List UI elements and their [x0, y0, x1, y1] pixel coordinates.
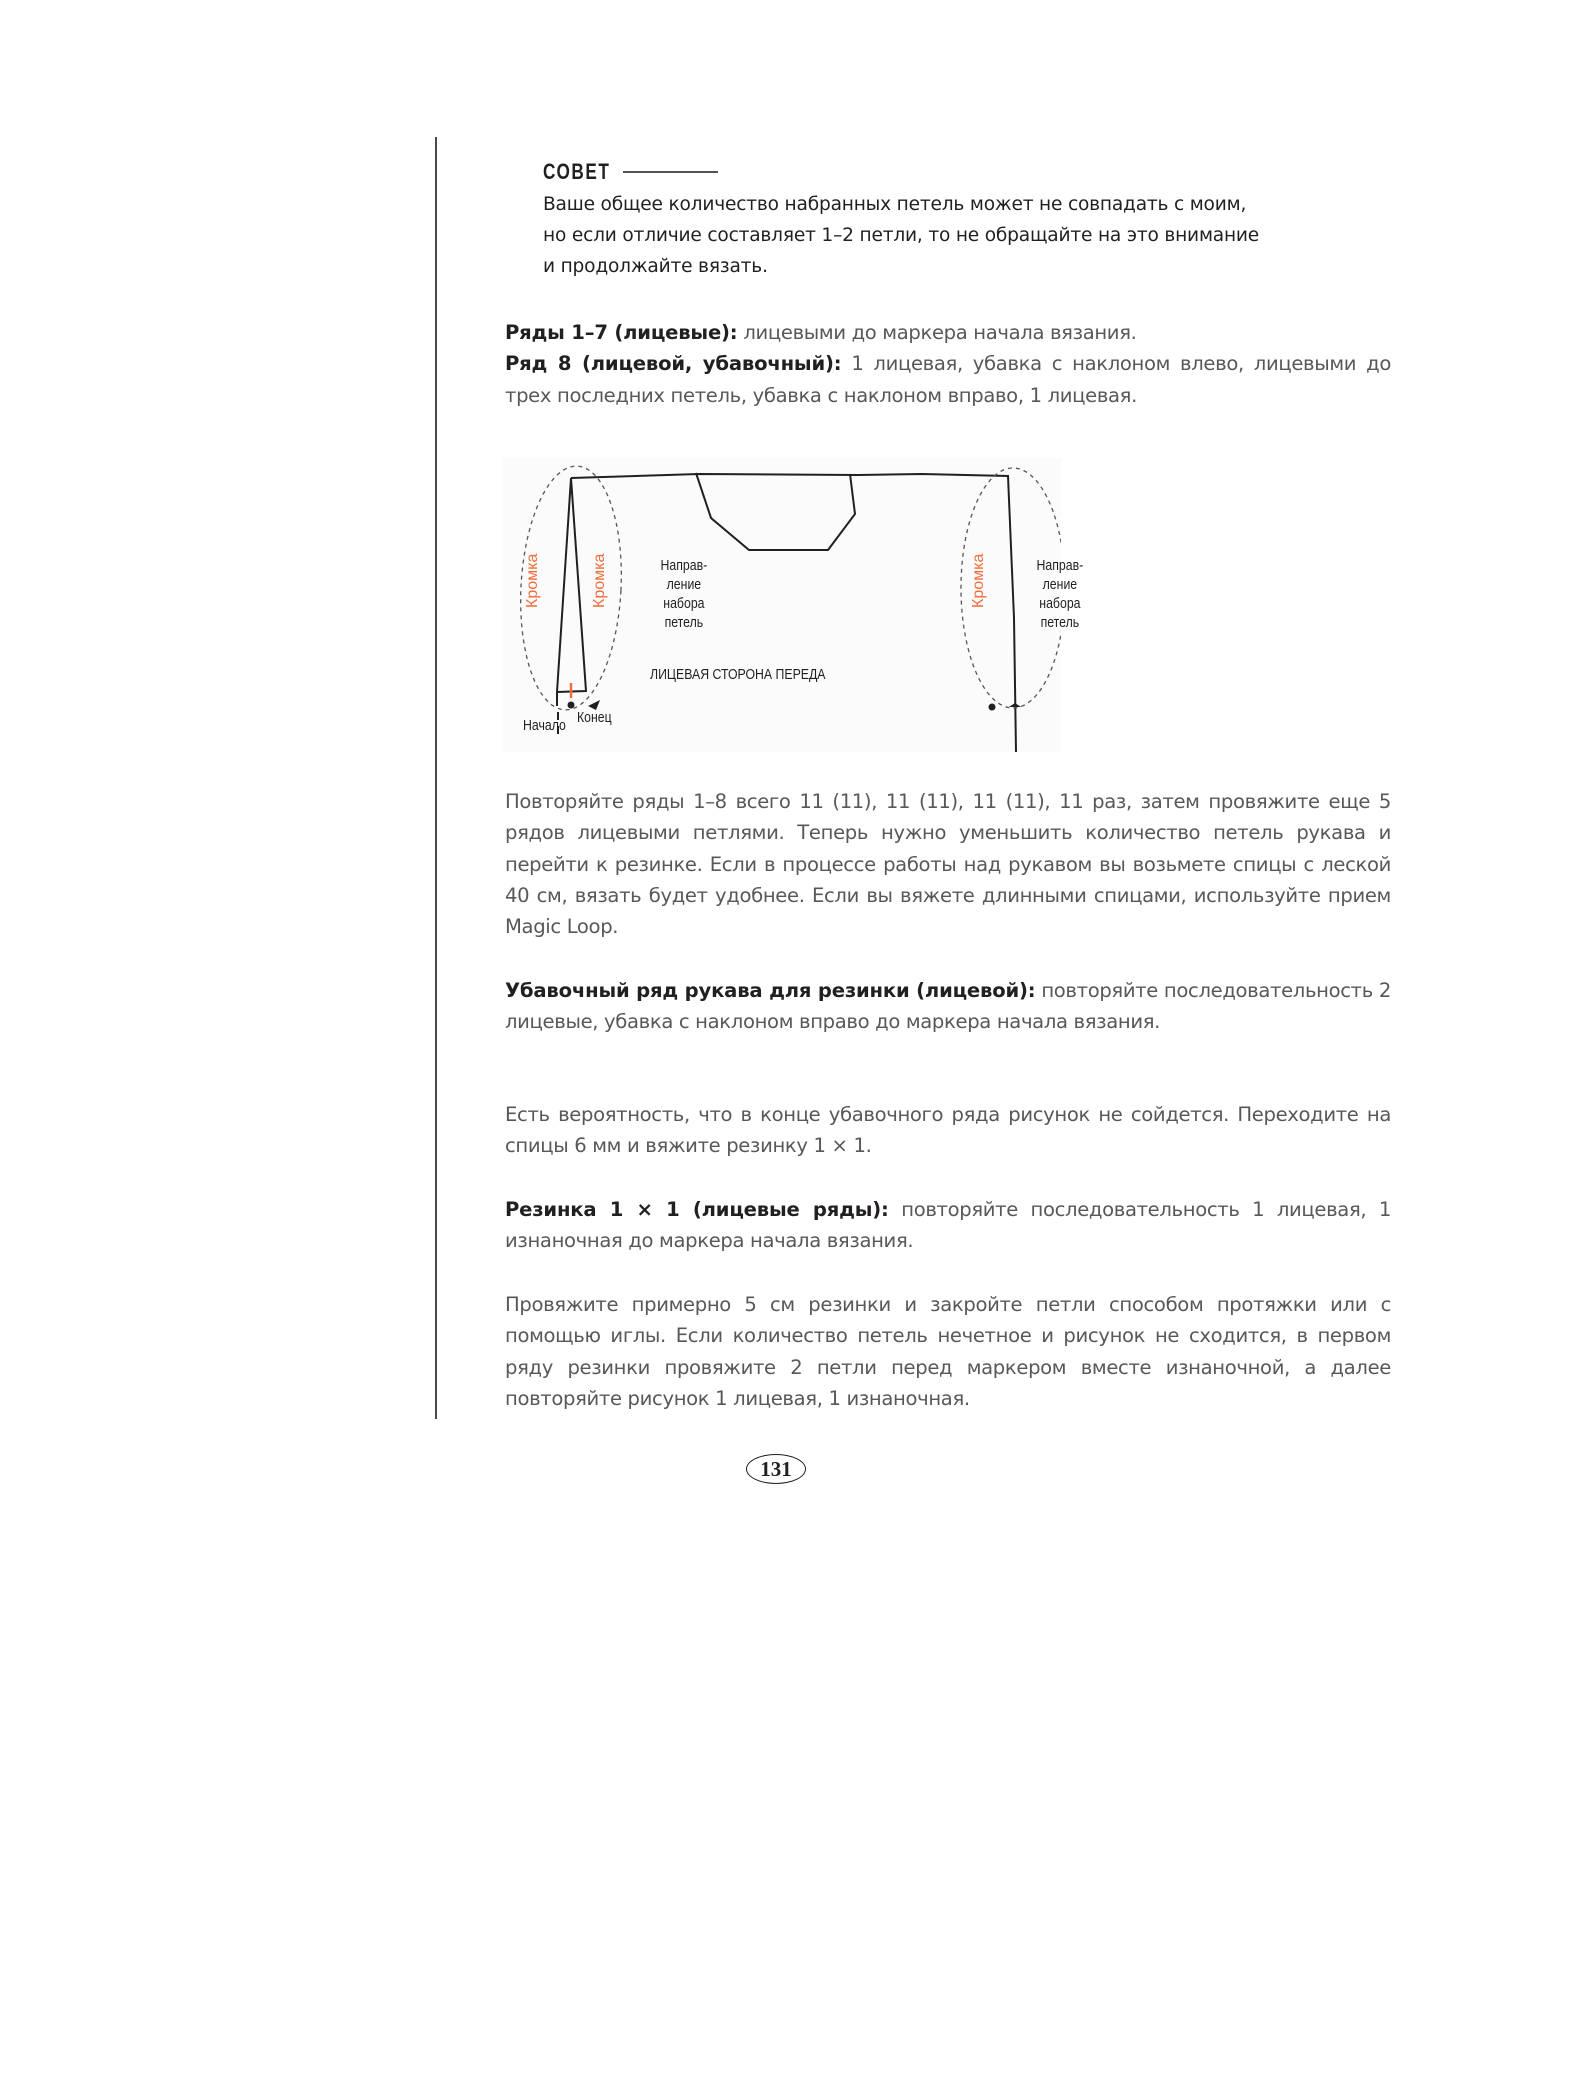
tip-text [543, 189, 1403, 282]
start-label: Начало [523, 717, 566, 734]
tip-title-rule [623, 171, 718, 172]
sweater-diagram [503, 458, 1084, 752]
end-label: Конец [577, 709, 612, 726]
row-label: Ряды 1–7 (лицевые): [505, 321, 738, 344]
front-side-label: ЛИЦЕВАЯ СТОРОНА ПЕРЕДА [650, 666, 826, 683]
label-line: ление [1042, 576, 1078, 593]
label-line: петель [664, 614, 704, 631]
tip-line: Ваше общее количество набранных петель может не совпадать с моим, [543, 194, 1247, 215]
label-line: набора [1039, 595, 1081, 612]
row-label: Ряд 8 (лицевой, убавочный): [505, 352, 842, 376]
edge-label-right: Кромка [970, 553, 987, 608]
label-line: набора [663, 595, 705, 612]
page-number: 131 [746, 1454, 806, 1484]
tip-title: СОВЕТ [543, 159, 611, 184]
row-1-7 [505, 317, 1391, 348]
repeat-paragraph: Повторяйте ряды 1–8 всего 11 (11), 11 (11), 11 (11), 11 раз, затем провяжите еще 5 рядов лицевыми петлями. Теперь нужно уменьшить количество петель рукава и перейти к резинке. Если в процессе работы над рукавом вы возьмете спицы с леской 40 см, вязать будет удобнее. Если вы вяжете длинными спицами, используйте прием Magic Loop. [505, 790, 1391, 939]
tip-header [543, 155, 1403, 189]
row-8 [505, 348, 1391, 411]
tip-box [543, 155, 1403, 282]
rib-text: повторяйте последовательность 1 лицевая, 1 изнаночная до маркера начала вязания. [505, 1198, 1391, 1253]
rib-paragraph [505, 1194, 1391, 1257]
decrease-row-text: повторяйте последовательность 2 лицевые, убавка с наклоном вправо до маркера начала вязания. [505, 979, 1391, 1034]
row-text: 1 лицевая, убавка с наклоном влево, лицевыми до трех последних петель, убавка с наклоном вправо, 1 лицевая. [505, 352, 1391, 407]
edge-label-left-inner: Кромка [591, 553, 608, 608]
decrease-row-label: Убавочный ряд рукава для резинки (лицевой): [505, 979, 1036, 1002]
label-line: ление [666, 576, 702, 593]
row-text: лицевыми до маркера начала вязания. [737, 321, 1137, 344]
margin-rule [435, 137, 437, 1419]
direction-label-left [647, 556, 721, 632]
rows-instructions [505, 317, 1391, 411]
label-line: Направ- [660, 557, 708, 574]
finish-paragraph: Провяжите примерно 5 см резинки и закройте петли способом протяжки или с помощью иглы. Если количество петель нечетное и рисунок не сходится, в первом ряду резинки провяжите 2 петли перед маркером вместе изнаночной, а далее повторяйте рисунок 1 лицевая, 1 изнаночная. [505, 1293, 1391, 1410]
label-line: петель [1040, 614, 1080, 631]
tip-line: но если отличие составляет 1–2 петли, то не обращайте на это внимание [543, 225, 1260, 246]
decrease-row-paragraph [505, 975, 1391, 1038]
probability-paragraph: Есть вероятность, что в конце убавочного ряда рисунок не сойдется. Переходите на спицы 6 мм и вяжите резинку 1 × 1. [505, 1103, 1391, 1158]
rib-label: Резинка 1 × 1 (лицевые ряды): [505, 1198, 889, 1221]
edge-label-left-outer: Кромка [524, 553, 541, 608]
label-line: Направ- [1036, 557, 1084, 574]
direction-label-right [1023, 556, 1097, 632]
tip-line: и продолжайте вязать. [543, 256, 768, 277]
